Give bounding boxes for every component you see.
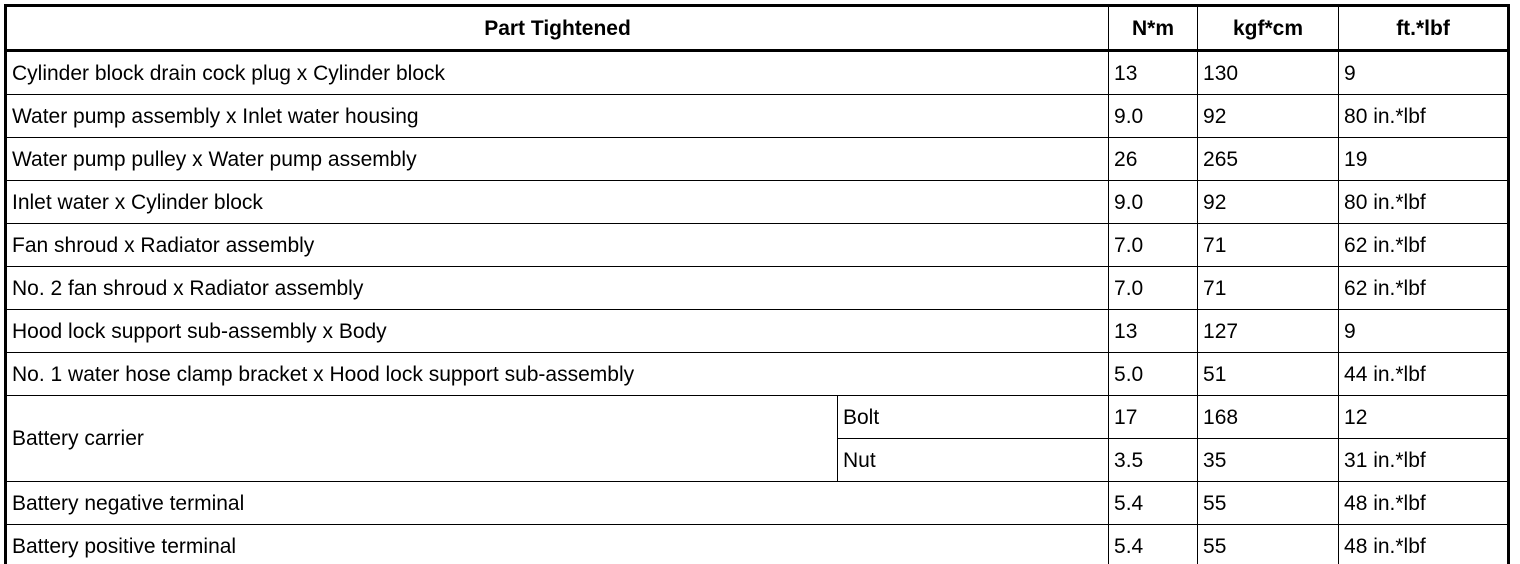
table-row-battery-carrier-bolt: [6, 396, 1509, 439]
part-cell: Battery positive terminal: [6, 525, 1109, 564]
kgf-cm-cell: 92: [1198, 95, 1339, 138]
header-nm: N*m: [1109, 6, 1198, 51]
kgf-cm-cell: 71: [1198, 267, 1339, 310]
table-row: [6, 138, 1509, 181]
ft-lbf-cell: 48 in.*lbf: [1339, 525, 1509, 564]
ft-lbf-cell: 48 in.*lbf: [1339, 482, 1509, 525]
ft-lbf-cell: 9: [1339, 51, 1509, 95]
nm-cell: 5.4: [1109, 525, 1198, 564]
part-cell: Fan shroud x Radiator assembly: [6, 224, 1109, 267]
ft-lbf-cell: 44 in.*lbf: [1339, 353, 1509, 396]
table-row: [6, 95, 1509, 138]
table-row: [6, 482, 1509, 525]
kgf-cm-cell: 55: [1198, 482, 1339, 525]
header-kgf-cm: kgf*cm: [1198, 6, 1339, 51]
table-row: [6, 181, 1509, 224]
table-row: [6, 525, 1509, 564]
nm-cell: 17: [1109, 396, 1198, 439]
kgf-cm-cell: 127: [1198, 310, 1339, 353]
nm-cell: 13: [1109, 51, 1198, 95]
kgf-cm-cell: 265: [1198, 138, 1339, 181]
ft-lbf-cell: 62 in.*lbf: [1339, 267, 1509, 310]
kgf-cm-cell: 55: [1198, 525, 1339, 564]
nm-cell: 9.0: [1109, 95, 1198, 138]
part-cell: Cylinder block drain cock plug x Cylinder block: [6, 51, 1109, 95]
nm-cell: 5.4: [1109, 482, 1198, 525]
kgf-cm-cell: 35: [1198, 439, 1339, 482]
ft-lbf-cell: 12: [1339, 396, 1509, 439]
kgf-cm-cell: 51: [1198, 353, 1339, 396]
part-cell: No. 2 fan shroud x Radiator assembly: [6, 267, 1109, 310]
nm-cell: 9.0: [1109, 181, 1198, 224]
nm-cell: 13: [1109, 310, 1198, 353]
torque-spec-table: [4, 4, 1510, 564]
nm-cell: 5.0: [1109, 353, 1198, 396]
kgf-cm-cell: 168: [1198, 396, 1339, 439]
header-row: [6, 6, 1509, 51]
ft-lbf-cell: 31 in.*lbf: [1339, 439, 1509, 482]
ft-lbf-cell: 9: [1339, 310, 1509, 353]
nm-cell: 7.0: [1109, 267, 1198, 310]
ft-lbf-cell: 80 in.*lbf: [1339, 95, 1509, 138]
nm-cell: 3.5: [1109, 439, 1198, 482]
sub-part-cell: Nut: [838, 439, 1109, 482]
table-row: [6, 310, 1509, 353]
battery-carrier-part-cell: Battery carrier: [6, 396, 838, 482]
header-ft-lbf: ft.*lbf: [1339, 6, 1509, 51]
part-cell: Water pump pulley x Water pump assembly: [6, 138, 1109, 181]
part-cell: No. 1 water hose clamp bracket x Hood lock support sub-assembly: [6, 353, 1109, 396]
table-row: [6, 267, 1509, 310]
kgf-cm-cell: 71: [1198, 224, 1339, 267]
kgf-cm-cell: 130: [1198, 51, 1339, 95]
table-row: [6, 353, 1509, 396]
part-cell: Inlet water x Cylinder block: [6, 181, 1109, 224]
nm-cell: 26: [1109, 138, 1198, 181]
nm-cell: 7.0: [1109, 224, 1198, 267]
part-cell: Battery negative terminal: [6, 482, 1109, 525]
table-row: [6, 224, 1509, 267]
kgf-cm-cell: 92: [1198, 181, 1339, 224]
part-cell: Hood lock support sub-assembly x Body: [6, 310, 1109, 353]
table-row: [6, 51, 1509, 95]
ft-lbf-cell: 19: [1339, 138, 1509, 181]
ft-lbf-cell: 80 in.*lbf: [1339, 181, 1509, 224]
part-cell: Water pump assembly x Inlet water housing: [6, 95, 1109, 138]
sub-part-cell: Bolt: [838, 396, 1109, 439]
header-part-tightened: Part Tightened: [6, 6, 1109, 51]
ft-lbf-cell: 62 in.*lbf: [1339, 224, 1509, 267]
